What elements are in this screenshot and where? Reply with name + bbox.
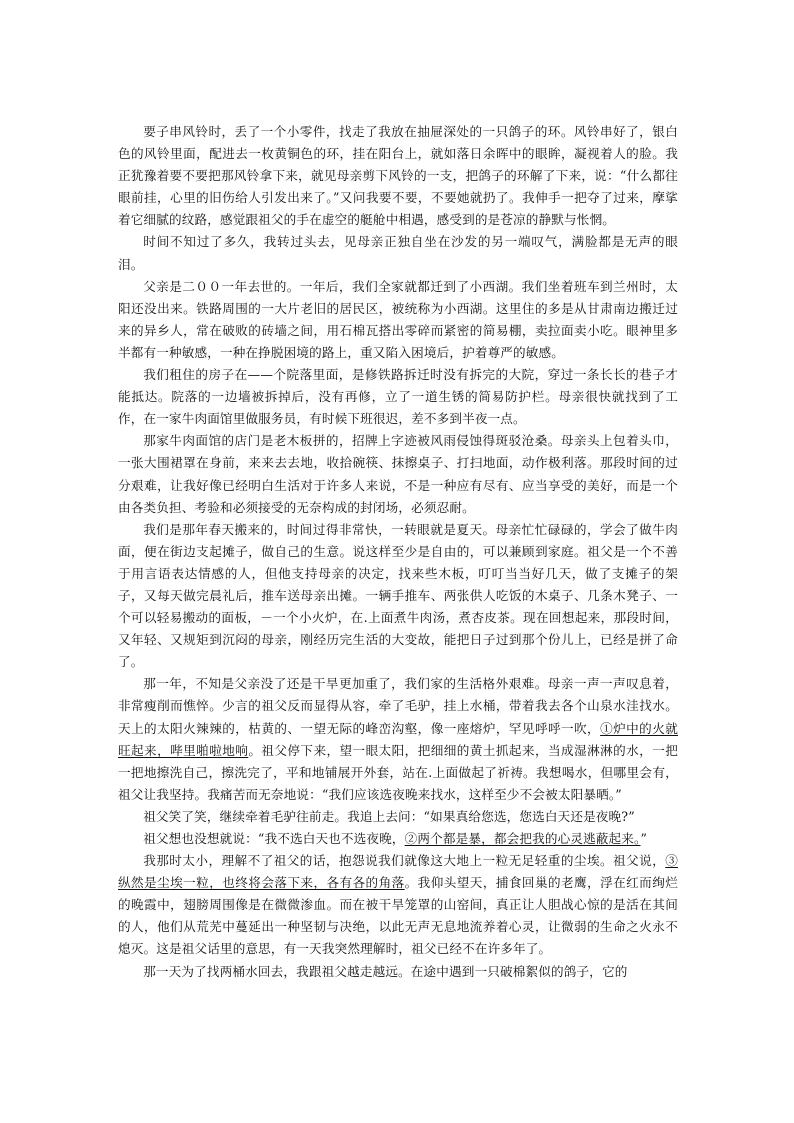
paragraph-text: 要子串风铃时，丢了一个小零件，找走了我放在抽屉深处的一只鸽子的环。风铃串好了，银白色的风铃里面，配进去一枚黄铜色的环，挂在阳台上，就如落日余晖中的眼眸，凝视着人的脸。我正犹豫着要不要把那风铃拿下来，就见母亲剪下风铃的一支，把鸽子的环解了下来，说：“什么都往眼前挂，心里的旧伤给人引发出来了。”又问我要不要，不要她就扔了。我伸手一把夺了过来，摩挲着它细腻的纹路，感觉跟祖父的手在虚空的艇舱中相遇，感受到的是苍凉的静默与怅惘。 xyxy=(118,124,678,228)
paragraph-text: 那家牛肉面馆的店门是老木板拼的，招牌上字迹被风雨侵蚀得斑驳沧桑。母亲头上包着头巾，一张大围裙罩在身前，来来去去地，收拾碗筷、抹擦桌子、打扫地面，动作极利落。那段时间的过分艰难，让我好像已经明白生活对于许多人来说，不是一种应有尽有、应当享受的美好，而是一个由各类负担、考验和必须接受的无奈构成的封闭场，必须忍耐。 xyxy=(118,433,678,515)
body-paragraph xyxy=(118,121,678,231)
underlined-passage: ①炉中的火就旺起来，哔里啪啦地响 xyxy=(118,720,678,758)
body-paragraph xyxy=(118,850,678,960)
body-paragraph xyxy=(118,231,678,275)
paragraph-text: 父亲是二００一年去世的。一年后，我们全家就都迁到了小西湖。我们坐着班车到兰州时，太阳还没出来。铁路周围的一大片老旧的居民区，被统称为小西湖。这里住的多是从甘肃南边搬迁过来的异乡人，常在破败的砖墙之间，用石棉瓦搭出零碎而紧密的简易棚，卖拉面卖小吃。眼神里多半都有一种敏感，一种在挣脱困境的路上，重又陷入困境后，护着尊严的敏感。 xyxy=(118,278,678,360)
body-paragraph xyxy=(118,673,678,806)
body-paragraph xyxy=(118,828,678,850)
underlined-passage: ②两个都是暴，都会把我的心灵逃蔽起来。 xyxy=(404,831,641,846)
paragraph-text: 祖父笑了笑，继续牵着毛驴往前走。我追上去问：“如果真给您选，您选白天还是夜晚?” xyxy=(143,808,635,824)
body-paragraph xyxy=(118,806,678,828)
paragraph-text: 那一天为了找两桶水回去，我跟祖父越走越远。在途中遇到一只破棉絮似的鸽子，它的 xyxy=(143,963,628,979)
paragraph-text: 。我仰头望天，捕食回巢的老鹰，浮在红而绚烂的晚霞中，翅膀周围像是在微微渗血。而在被干旱笼罩的山窑间，真正让人胆战心惊的是活在其间的人，他们从荒芜中蔓延出一种坚韧与决绝，以此无声无息地流养着心灵，让微弱的生命之火永不熄灭。这是祖父话里的意思，有一天我突然理解时，祖父已经不在许多年了。 xyxy=(118,875,678,957)
body-paragraph xyxy=(118,519,678,674)
body-paragraph xyxy=(118,961,678,983)
body-paragraph xyxy=(118,430,678,518)
paragraph-text: 我那时太小，理解不了祖父的话，抱怨说我们就像这大地上一粒无足轻重的尘埃。祖父说， xyxy=(143,853,666,869)
body-paragraph xyxy=(118,364,678,430)
underlined-passage: ③纵然是尘埃一粒，也终将会落下来，各有各的角落 xyxy=(118,853,678,891)
paragraph-text: 祖父想也没想就说：“我不选白天也不选夜晚， xyxy=(143,831,405,846)
body-paragraph xyxy=(118,276,678,364)
paragraph-text: 我们租住的房子在——个院落里面，是修铁路拆迁时没有拆完的大院，穿过一条长长的巷子才能抵达。院落的一边墙被拆掉后，没有再修，立了一道生锈的简易防护栏。母亲很快就找到了工作，在一家牛肉面馆里做服务员，有时候下班很迟，差不多到半夜一点。 xyxy=(118,367,678,427)
paragraph-text: 。祖父停下来，望一眼太阳，把细细的黄土抓起来，当成湿淋淋的水，一把一把地擦洗自己，擦洗完了，平和地铺展开外套，站在.上面做起了祈祷。我想喝水，但哪里会有，祖父让我坚持。我痛苦而无奈地说：“我们应该选夜晚来找水，这样至少不会被太阳暴晒。” xyxy=(118,742,679,802)
paragraph-text: 那一年，不知是父亲没了还是干旱更加重了，我们家的生活格外艰难。母亲一声一声叹息着，非常瘦削而憔悴。少言的祖父反而显得从容，牵了毛驴，挂上水桶，带着我去各个山泉水洼找水。天上的太阳火辣辣的，枯黄的、一望无际的峰峦沟壑，像一座熔炉，罕见呼呼一吹， xyxy=(118,676,678,736)
paragraph-text: 我们是那年春天搬来的，时间过得非常快，一转眼就是夏天。母亲忙忙碌碌的，学会了做牛肉面，便在街边支起摊子，做自己的生意。说这样至少是自由的，可以兼顾到家庭。祖父是一个不善于用言语表达情感的人，但他支持母亲的决定，找来些木板，叮叮当当好几天，做了支摊子的架子，又每天做完晨礼后，推车送母亲出摊。一辆手推车、两张供人吃饭的木桌子、几条木凳子、一个可以轻易搬动的面板，－一个小火炉，在.上面煮牛肉汤，煮杏皮茶。现在回想起来，那段时间，又年轻、又规矩到沉闷的母亲，刚经历完生活的大变故，能把日子过到那个份儿上，已经是拼了命了。 xyxy=(118,521,678,670)
paragraph-text: ” xyxy=(640,831,648,846)
document-page xyxy=(118,121,678,983)
paragraph-text: 时间不知过了多久，我转过头去，见母亲正独自坐在沙发的另一端叹气，满脸都是无声的眼泪。 xyxy=(118,234,678,272)
